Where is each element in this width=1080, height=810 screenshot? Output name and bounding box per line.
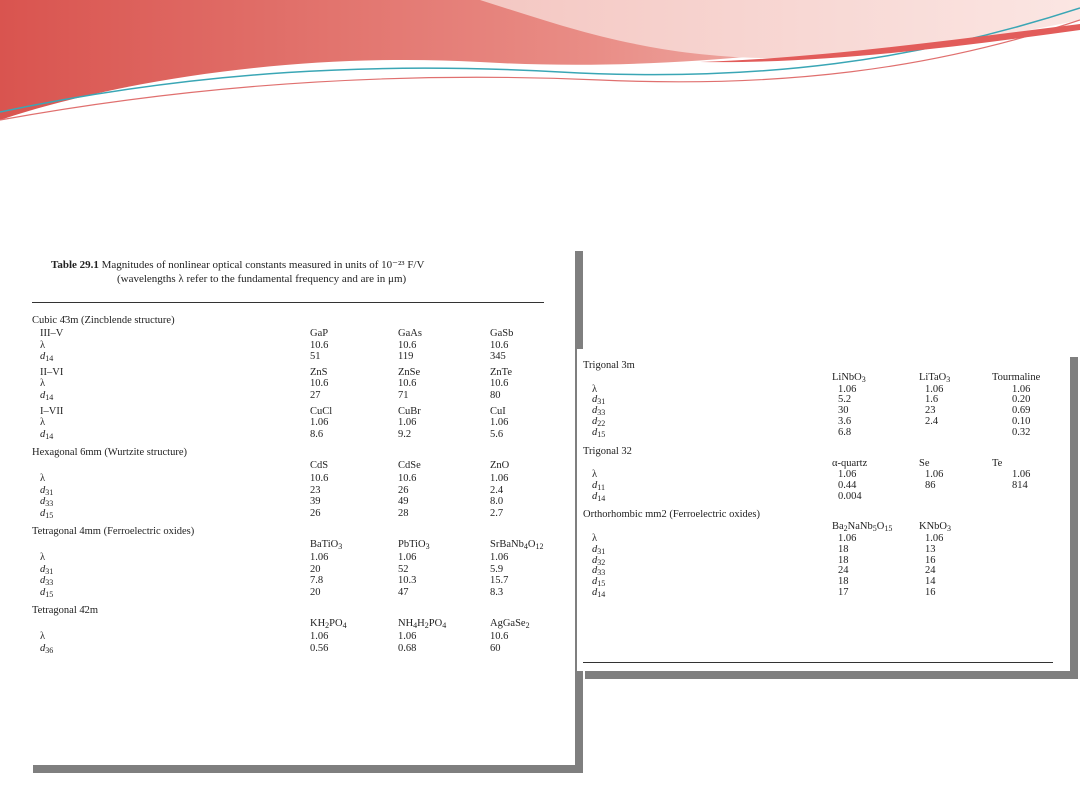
class-label: III–V bbox=[40, 328, 64, 339]
row-label: d31 bbox=[40, 563, 54, 576]
section-heading: Trigonal 32 bbox=[583, 445, 632, 457]
compound-header: PbTiO3 bbox=[398, 539, 430, 552]
cell-value: 10.6 bbox=[310, 339, 329, 351]
compound-header: KH2PO4 bbox=[310, 618, 347, 631]
section-heading: Tetragonal 4mm (Ferroelectric oxides) bbox=[32, 526, 195, 538]
row-label: d14 bbox=[40, 428, 54, 441]
row-label: d14 bbox=[40, 351, 54, 364]
cell-value: 1.06 bbox=[310, 631, 329, 642]
row-label: d36 bbox=[40, 642, 54, 655]
cell-value: 47 bbox=[398, 586, 409, 598]
row-label: λ bbox=[592, 383, 598, 395]
compound-header: ZnSe bbox=[398, 366, 421, 378]
row-label: d14 bbox=[40, 390, 54, 402]
row-label: λ bbox=[40, 378, 46, 390]
cell-value: 8.0 bbox=[490, 496, 504, 508]
compound-header: CuCl bbox=[310, 405, 333, 417]
cell-value: 1.06 bbox=[398, 552, 417, 563]
cell-value: 15.7 bbox=[490, 575, 509, 587]
section-heading: Trigonal 3m bbox=[583, 360, 635, 371]
row-label: λ bbox=[40, 552, 46, 563]
compound-header: BaTiO3 bbox=[310, 539, 343, 552]
class-label: I–VII bbox=[40, 405, 64, 417]
compound-header: CuI bbox=[490, 405, 506, 417]
cell-value: 1.06 bbox=[838, 469, 857, 480]
cell-value: 2.4 bbox=[925, 415, 939, 427]
cell-value: 345 bbox=[490, 351, 506, 363]
section-heading: Hexagonal 6mm (Wurtzite structure) bbox=[32, 447, 187, 459]
cell-value: 5.6 bbox=[490, 428, 504, 440]
cell-value: 71 bbox=[398, 390, 409, 401]
cell-value: 0.69 bbox=[1012, 405, 1031, 417]
table-title: Magnitudes of nonlinear optical constants measured in units of 10⁻²³ F/V bbox=[101, 259, 425, 271]
cell-value: 10.6 bbox=[398, 378, 417, 390]
compound-header: CdSe bbox=[398, 460, 421, 472]
compound-header: GaAs bbox=[398, 328, 422, 339]
cell-value: 26 bbox=[398, 484, 409, 496]
cell-value: 0.56 bbox=[310, 642, 329, 654]
row-label: d15 bbox=[592, 576, 606, 589]
cell-value: 10.6 bbox=[490, 378, 509, 390]
row-label: λ bbox=[40, 631, 46, 642]
cell-value: 0.68 bbox=[398, 642, 417, 654]
compound-header: Te bbox=[992, 457, 1003, 469]
cell-value: 1.06 bbox=[1012, 469, 1031, 480]
compound-header: GaP bbox=[310, 328, 329, 339]
cell-value: 8.3 bbox=[490, 586, 504, 598]
cell-value: 17 bbox=[838, 586, 849, 598]
cell-value: 1.06 bbox=[925, 532, 944, 544]
cell-value: 18 bbox=[838, 576, 849, 588]
cell-value: 1.06 bbox=[925, 383, 944, 395]
cell-value: 9.2 bbox=[398, 428, 412, 440]
section-heading: Orthorhombic mm2 (Ferroelectric oxides) bbox=[583, 509, 760, 521]
cell-value: 13 bbox=[925, 543, 936, 555]
cell-value: 1.06 bbox=[838, 383, 857, 395]
cell-value: 0.004 bbox=[838, 490, 862, 502]
row-label: λ bbox=[40, 473, 46, 484]
row-label: d31 bbox=[40, 484, 54, 497]
row-label: d31 bbox=[592, 394, 606, 407]
section-heading: Cubic 4̄3m (Zincblende structure) bbox=[32, 315, 175, 326]
cell-value: 28 bbox=[398, 507, 409, 519]
cell-value: 0.10 bbox=[1012, 415, 1031, 427]
row-label: d32 bbox=[592, 554, 606, 567]
cell-value: 1.06 bbox=[490, 417, 509, 429]
compound-header: Tourmaline bbox=[992, 372, 1041, 383]
cell-value: 2.7 bbox=[490, 507, 504, 519]
table-subtitle: (wavelengths λ refer to the fundamental frequency and are in μm) bbox=[117, 273, 407, 285]
cell-value: 14 bbox=[925, 576, 936, 588]
cell-value: 51 bbox=[310, 351, 321, 363]
compound-header: GaSb bbox=[490, 328, 514, 339]
compound-header: LiNbO3 bbox=[832, 372, 866, 384]
cell-value: 16 bbox=[925, 586, 936, 598]
cell-value: 1.06 bbox=[310, 552, 329, 563]
cell-value: 24 bbox=[925, 565, 936, 577]
cell-value: 1.06 bbox=[310, 417, 329, 429]
cell-value: 7.8 bbox=[310, 575, 324, 587]
cell-value: 3.6 bbox=[838, 415, 852, 427]
cell-value: 80 bbox=[490, 390, 501, 401]
row-label: d33 bbox=[40, 496, 54, 509]
row-label: d14 bbox=[592, 490, 606, 503]
cell-value: 27 bbox=[310, 390, 321, 401]
cell-value: 10.3 bbox=[398, 575, 417, 587]
cell-value: 60 bbox=[490, 642, 501, 654]
cell-value: 1.06 bbox=[398, 631, 417, 642]
cell-value: 86 bbox=[925, 479, 936, 491]
right-bottom-rule bbox=[583, 662, 1053, 663]
compound-header: ZnS bbox=[310, 366, 328, 378]
row-label: d22 bbox=[592, 415, 606, 428]
cell-value: 5.2 bbox=[838, 394, 852, 406]
cell-value: 23 bbox=[310, 484, 321, 496]
cell-value: 10.6 bbox=[398, 339, 417, 351]
cell-value: 26 bbox=[310, 507, 321, 519]
cell-value: 10.6 bbox=[398, 473, 417, 484]
compound-header: CuBr bbox=[398, 405, 421, 417]
compound-header: Se bbox=[919, 457, 930, 469]
cell-value: 10.6 bbox=[310, 378, 329, 390]
row-label: d33 bbox=[40, 575, 54, 588]
cell-value: 6.8 bbox=[838, 426, 852, 438]
cell-value: 52 bbox=[398, 563, 409, 575]
row-label: d31 bbox=[592, 543, 606, 556]
cell-value: 18 bbox=[838, 554, 849, 566]
cell-value: 1.06 bbox=[925, 469, 944, 480]
row-label: d14 bbox=[592, 586, 606, 599]
compound-header: AgGaSe2 bbox=[490, 618, 530, 631]
cell-value: 2.4 bbox=[490, 484, 504, 496]
cell-value: 0.44 bbox=[838, 479, 857, 491]
section-heading: Tetragonal 4̄2m bbox=[32, 605, 99, 617]
compound-header: NH4H2PO4 bbox=[398, 618, 447, 631]
cell-value: 39 bbox=[310, 496, 321, 508]
cell-value: 10.6 bbox=[310, 473, 329, 484]
cell-value: 23 bbox=[925, 405, 936, 417]
row-label: d15 bbox=[40, 586, 54, 599]
cell-value: 16 bbox=[925, 554, 936, 566]
cell-value: 18 bbox=[838, 543, 849, 555]
cell-value: 20 bbox=[310, 563, 321, 575]
decorative-banner bbox=[0, 0, 1080, 140]
cell-value: 119 bbox=[398, 351, 414, 363]
top-rule bbox=[32, 302, 544, 303]
cell-value: 1.06 bbox=[1012, 383, 1031, 395]
row-label: d11 bbox=[592, 479, 605, 492]
row-label: λ bbox=[40, 339, 46, 351]
cell-value: 30 bbox=[838, 405, 849, 417]
compound-header: ZnTe bbox=[490, 366, 513, 378]
cell-value: 5.9 bbox=[490, 563, 504, 575]
row-label: λ bbox=[40, 417, 46, 429]
row-label: d33 bbox=[592, 565, 606, 578]
row-label: d15 bbox=[40, 507, 54, 520]
compound-header: α-quartz bbox=[832, 457, 868, 469]
cell-value: 49 bbox=[398, 496, 409, 508]
cell-value: 1.06 bbox=[490, 552, 509, 563]
compound-header: KNbO3 bbox=[919, 521, 951, 534]
cell-value: 1.06 bbox=[398, 417, 417, 429]
cell-value: 1.06 bbox=[838, 532, 857, 544]
compound-header: CdS bbox=[310, 460, 329, 472]
compound-header: ZnO bbox=[490, 460, 510, 472]
cell-value: 24 bbox=[838, 565, 849, 577]
table-number: Table 29.1 bbox=[51, 259, 99, 271]
row-label: λ bbox=[592, 469, 598, 480]
row-label: d33 bbox=[592, 405, 606, 418]
compound-header: LiTaO3 bbox=[919, 372, 951, 384]
cell-value: 814 bbox=[1012, 479, 1028, 491]
cell-value: 10.6 bbox=[490, 339, 509, 351]
row-label: λ bbox=[592, 532, 598, 544]
row-label: d15 bbox=[592, 426, 606, 439]
compound-header: SrBaNb4O12 bbox=[490, 539, 544, 552]
table-caption bbox=[51, 258, 551, 286]
cell-value: 1.06 bbox=[490, 473, 509, 484]
cell-value: 10.6 bbox=[490, 631, 509, 642]
cell-value: 1.6 bbox=[925, 394, 939, 406]
cell-value: 0.32 bbox=[1012, 426, 1031, 438]
cell-value: 8.6 bbox=[310, 428, 324, 440]
cell-value: 0.20 bbox=[1012, 394, 1031, 406]
compound-header: Ba2NaNb5O15 bbox=[832, 521, 893, 534]
cell-value: 20 bbox=[310, 586, 321, 598]
class-label: II–VI bbox=[40, 366, 64, 378]
